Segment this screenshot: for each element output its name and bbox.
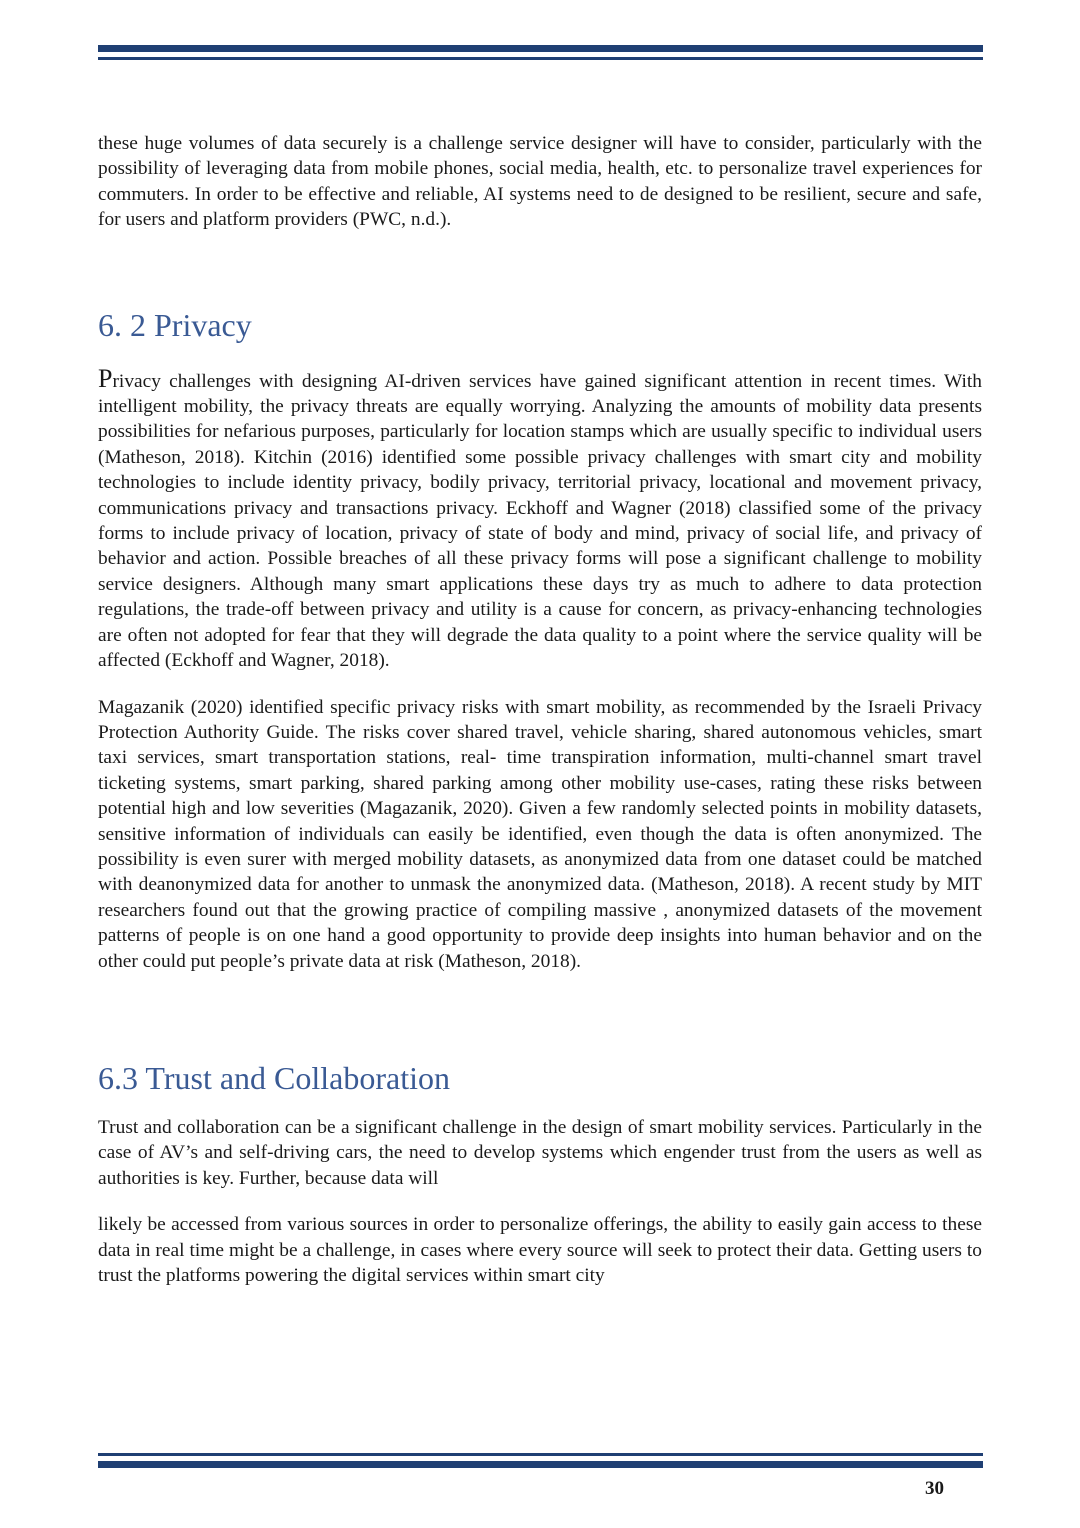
privacy-paragraph-2: Magazanik (2020) identified specific privacy risks with smart mobility, as recommended by the Israeli Privacy Protection Authority Guide. The risks cover shared travel, vehicle sharing, shared autonomous vehicles, smart taxi services, smart transportation stations, real- time transpiration information, multi-channel smart travel ticketing systems, smart parking, shared parking among other mobility use-cases, rating these risks between potential high and low severities (Magazanik, 2020). Given a few randomly selected points in mobility datasets, sensitive information of individuals can easily be identified, even though the data is often anonymized. The possibility is even surer with merged mobility datasets, as anonymized data from one dataset could be matched with deanonymized data for another to unmask the anonymized data. (Matheson, 2018). A recent study by MIT researchers found out that the growing practice of compiling massive , anonymized datasets of the movement patterns of people is on one hand a good opportunity to provide deep insights into human behavior and on the other could put people’s private data at risk (Matheson, 2018). (98, 696, 982, 972)
trust-heading: 6.3 Trust and Collaboration (98, 1059, 451, 1096)
drop-initial: P (98, 363, 113, 393)
footer-rule-thin (98, 1453, 983, 1456)
privacy-paragraph-1 (98, 363, 982, 674)
header-rule-thin (98, 57, 983, 60)
privacy-paragraph-1-text: rivacy challenges with designing AI-driven services have gained significant attention in recent times. With intelligent mobility, the privacy threats are equally worrying. Analyzing the amounts of mobility data presents possibilities for nefarious purposes, particularly for location stamps which are usually specific to individual users (Matheson, 2018). Kitchin (2016) identified some possible privacy challenges with smart city and mobility technologies to include identity privacy, bodily privacy, territorial privacy, locational and movement privacy, communications privacy and transactions privacy. Eckhoff and Wagner (2018) classified some of the privacy forms to include privacy of location, privacy of state of body and mind, privacy of social life, and privacy of behavior and action. Possible breaches of all these privacy forms will pose a significant challenge to mobility service designers. Although many smart applications these days try as much to adhere to data protection regulations, the trade-off between privacy and utility is a cause for concern, as privacy-enhancing technologies are often not adopted for fear that they will degrade the data quality to a point where the service quality will be affected (Eckhoff and Wagner, 2018). (98, 370, 982, 672)
trust-paragraph-2: likely be accessed from various sources in order to personalize offerings, the ability to easily gain access to these data in real time might be a challenge, in cases where every source will seek to protect their data. Getting users to trust the platforms powering the digital services within smart city (98, 1214, 982, 1286)
page-content (98, 131, 982, 1288)
intro-paragraph: these huge volumes of data securely is a challenge service designer will have to consider, particularly with the possibility of leveraging data from mobile phones, social media, health, etc. to personalize travel experiences for commuters. In order to be effective and reliable, AI systems need to de designed to be resilient, secure and safe, for users and platform providers (PWC, n.d.). (98, 133, 982, 231)
trust-paragraph-1: Trust and collaboration can be a significant challenge in the design of smart mobility services. Particularly in the case of AV’s and self-driving cars, the need to develop systems which engender trust from the users as well as authorities is key. Further, because data will (98, 1116, 982, 1189)
footer-rule-thick (98, 1461, 983, 1468)
page-number: 30 (925, 1478, 944, 1499)
privacy-heading: 6. 2 Privacy (98, 306, 252, 343)
header-rule-thick (98, 45, 983, 52)
